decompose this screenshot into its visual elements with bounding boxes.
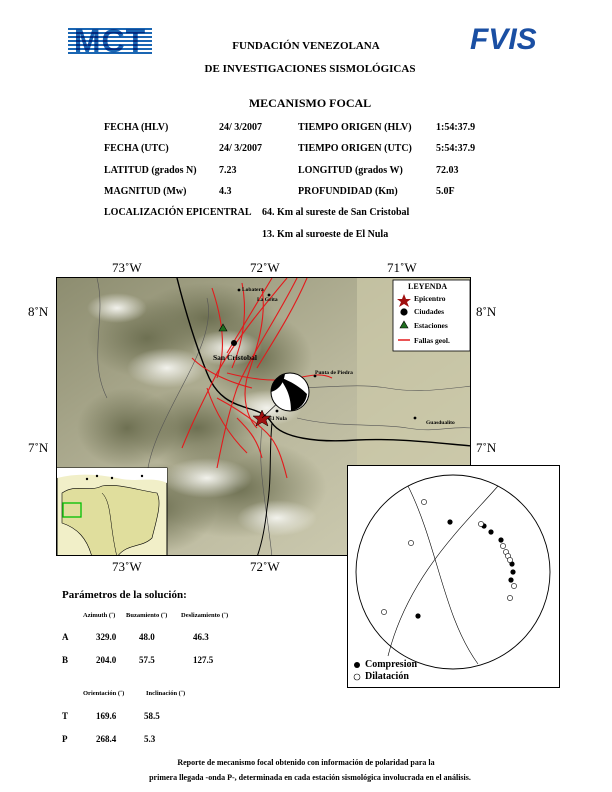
- row-t-inclinacion: 58.5: [144, 711, 160, 721]
- footer-line-2: primera llegada -onda P-, determinada en cada estación sismológica involucrada en el análisis.: [149, 773, 471, 782]
- localizacion-line-1: 64. Km al sureste de San Cristobal: [262, 207, 410, 218]
- place-punta-de-piedra: Punta de Piedra: [315, 370, 353, 376]
- legend-title: LEYENDA: [408, 282, 448, 291]
- lat-label-7-right: 7˚N: [476, 440, 497, 455]
- row-t-orientacion: 169.6: [96, 711, 117, 721]
- legend-item-epicentro: Epicentro: [414, 294, 446, 303]
- row-b-label: B: [62, 655, 69, 665]
- city-san-cristobal: [231, 340, 237, 346]
- place-la-grita: La Grita: [257, 297, 278, 303]
- tiempo-utc-label: TIEMPO ORIGEN (UTC): [298, 143, 412, 154]
- mct-logo-text: MCT: [73, 23, 147, 59]
- lat-label-8-right: 8˚N: [476, 304, 497, 319]
- lon-label-73-bottom: 73˚W: [112, 559, 142, 574]
- fecha-hlv-value: 24/ 3/2007: [219, 122, 263, 133]
- localizacion-line-2: 13. Km al suroeste de El Nula: [262, 229, 389, 240]
- legend-dilatation-icon: [354, 674, 360, 680]
- row-b-buzamiento: 57.5: [139, 655, 155, 665]
- page-title: MECANISMO FOCAL: [248, 96, 372, 110]
- profundidad-value: 5.0F: [436, 186, 455, 197]
- fecha-utc-value: 24/ 3/2007: [219, 143, 263, 154]
- row-t-label: T: [62, 711, 69, 721]
- row-p-orientacion: 268.4: [96, 734, 117, 744]
- row-p-label: P: [62, 734, 68, 744]
- row-a-label: A: [62, 632, 69, 642]
- longitud-value: 72.03: [436, 165, 459, 176]
- longitud-label: LONGITUD (grados W): [298, 165, 403, 176]
- tiempo-hlv-value: 1:54:37.9: [436, 122, 476, 133]
- place-guasdualito: Guasdualito: [426, 420, 455, 426]
- fecha-utc-label: FECHA (UTC): [104, 143, 169, 154]
- localizacion-label: LOCALIZACIÓN EPICENTRAL: [104, 207, 252, 218]
- fvis-logo-text: FVIS: [470, 23, 537, 56]
- profundidad-label: PROFUNDIDAD (Km): [298, 186, 398, 197]
- row-b-azimuth: 204.0: [96, 655, 117, 665]
- legend-compression-icon: [354, 662, 360, 668]
- city-la-grita: [268, 294, 271, 297]
- place-el-nula: El Nula: [269, 416, 287, 422]
- stereonet-circle: [356, 475, 550, 669]
- params-title: Parámetros de la solución:: [62, 589, 187, 601]
- fecha-hlv-label: FECHA (HLV): [104, 122, 169, 133]
- header-orientacion: Orientación (˚): [83, 690, 125, 697]
- lon-label-73: 73˚W: [112, 260, 142, 275]
- legend-item-ciudades: Ciudades: [414, 307, 445, 316]
- legend-city-icon: [400, 308, 407, 315]
- magnitud-label: MAGNITUD (Mw): [104, 186, 187, 197]
- tiempo-utc-value: 5:54:37.9: [436, 143, 476, 154]
- org-line-2: DE INVESTIGACIONES SISMOLÓGICAS: [204, 63, 416, 75]
- header-inclinacion: Inclinación (˚): [146, 690, 186, 697]
- magnitud-value: 4.3: [219, 186, 232, 197]
- legend-item-estaciones: Estaciones: [414, 321, 448, 330]
- lat-label-7-left: 7˚N: [28, 440, 49, 455]
- latitud-value: 7.23: [219, 165, 237, 176]
- row-p-inclinacion: 5.3: [144, 734, 156, 744]
- footer-line-1: Reporte de mecanismo focal obtenido con información de polaridad para la: [177, 758, 435, 767]
- latitud-label: LATITUD (grados N): [104, 165, 197, 176]
- lon-label-71: 71˚W: [387, 260, 417, 275]
- header-azimuth: Azimuth (˚): [83, 612, 116, 619]
- place-san-cristobal: San Cristobal: [213, 353, 257, 362]
- city-lobatera: [238, 289, 241, 292]
- row-a-buzamiento: 48.0: [139, 632, 155, 642]
- beachball-icon: [271, 373, 309, 411]
- lon-label-72-bottom: 72˚W: [250, 559, 280, 574]
- row-b-deslizamiento: 127.5: [193, 655, 214, 665]
- legend-item-fallas: Fallas geol.: [414, 336, 450, 345]
- legend-compresion: Compresion: [365, 659, 418, 670]
- stereonet-panel: [347, 465, 560, 688]
- city-el-nula: [276, 410, 279, 413]
- nodal-plane-b: [388, 486, 498, 656]
- lon-label-72: 72˚W: [250, 260, 280, 275]
- nodal-plane-a: [408, 486, 478, 664]
- polarity-points: [354, 499, 517, 680]
- org-line-1: FUNDACIÓN VENEZOLANA: [232, 40, 380, 52]
- header-deslizamiento: Deslizamiento (˚): [181, 612, 229, 619]
- legend-dilatacion: Dilatación: [365, 671, 409, 682]
- lat-label-8-left: 8˚N: [28, 304, 49, 319]
- place-lobatera: Lobatera: [242, 287, 264, 293]
- row-a-azimuth: 329.0: [96, 632, 117, 642]
- header-buzamiento: Buzamiento (˚): [126, 612, 168, 619]
- tiempo-hlv-label: TIEMPO ORIGEN (HLV): [298, 122, 412, 133]
- city-guasdualito: [414, 417, 417, 420]
- row-a-deslizamiento: 46.3: [193, 632, 209, 642]
- inset-map: [57, 468, 167, 556]
